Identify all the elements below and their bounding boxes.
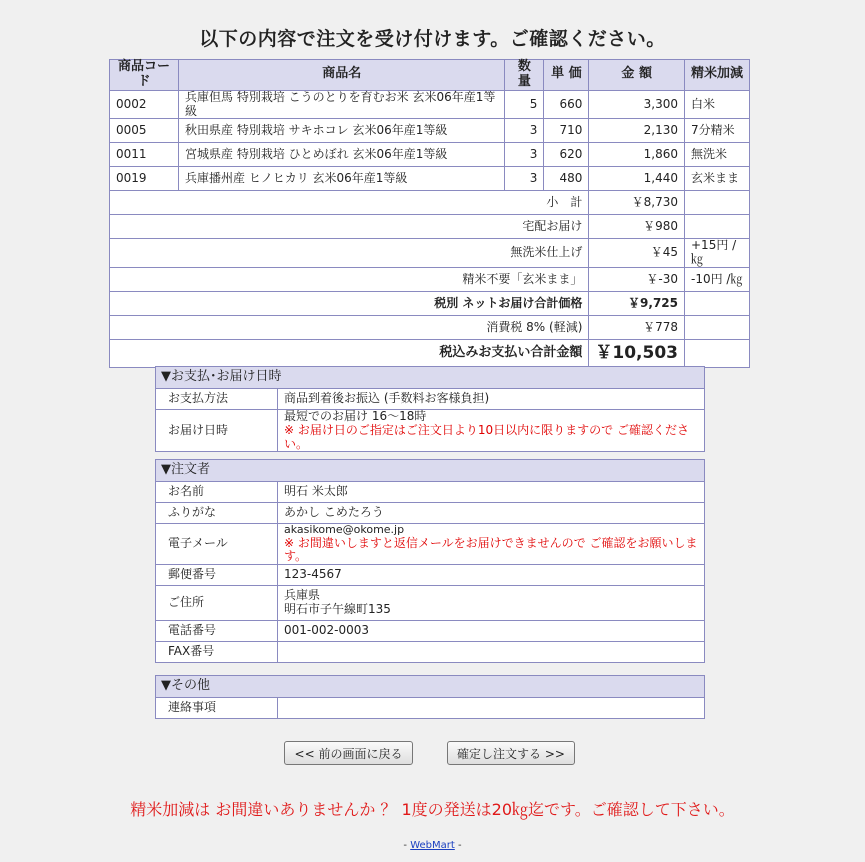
fax-label: FAX番号 (156, 642, 278, 663)
other-heading: ▼その他 (156, 676, 705, 698)
name-label: お名前 (156, 482, 278, 503)
summary-row (110, 340, 750, 368)
item-qty: 5 (505, 90, 544, 119)
column-header-amount: 金 額 (589, 60, 685, 91)
summary-value: ￥980 (589, 215, 685, 239)
payment-heading: ▼お支払･お届け日時 (156, 367, 705, 389)
payment-section (155, 366, 705, 452)
zip-label: 郵便番号 (156, 565, 278, 586)
footer-suffix: - (454, 840, 462, 851)
kana-row (156, 503, 705, 524)
summary-value: ￥10,503 (589, 340, 685, 368)
item-polish: 無洗米 (685, 143, 750, 167)
summary-label: 消費税 8% (軽減) (110, 316, 589, 340)
item-qty: 3 (505, 119, 544, 143)
phone-row (156, 621, 705, 642)
column-header-price: 単 価 (544, 60, 589, 91)
summary-value: ￥8,730 (589, 191, 685, 215)
summary-note: +15円 /㎏ (685, 239, 750, 268)
phone-value: 001-002-0003 (278, 621, 705, 642)
item-price: 620 (544, 143, 589, 167)
summary-note: -10円 /㎏ (685, 268, 750, 292)
summary-row (110, 215, 750, 239)
item-polish: 玄米まま (685, 167, 750, 191)
contact-row (156, 698, 705, 719)
webmart-link[interactable]: WebMart (410, 840, 455, 851)
fax-value (278, 642, 705, 663)
item-qty: 3 (505, 167, 544, 191)
contact-label: 連絡事項 (156, 698, 278, 719)
delivery-date-note: ※ お届け日のご指定はご注文日より10日以内に限りますので ご確認ください。 (284, 422, 689, 451)
summary-value: ￥-30 (589, 268, 685, 292)
name-row (156, 482, 705, 503)
summary-row (110, 191, 750, 215)
summary-row (110, 268, 750, 292)
payment-method-row (156, 389, 705, 410)
polish-warning-text: 精米加減は お間違いありませんか ？ 1度の発送は20㎏迄です。ご確認して下さい。 (130, 800, 735, 819)
email-cell (278, 524, 705, 565)
name-value: 明石 米太郎 (278, 482, 705, 503)
item-code: 0019 (110, 167, 179, 191)
delivery-date-row (156, 410, 705, 452)
address-line2: 明石市子午線町135 (284, 602, 391, 617)
order-table (109, 59, 750, 368)
summary-label: 無洗米仕上げ (110, 239, 589, 268)
delivery-date-value: 最短でのお届け 16～18時 (284, 409, 427, 423)
item-amount: 2,130 (589, 119, 685, 143)
item-polish: 白米 (685, 90, 750, 119)
item-amount: 1,860 (589, 143, 685, 167)
item-qty: 3 (505, 143, 544, 167)
contact-value (278, 698, 705, 719)
order-header-row (110, 60, 750, 91)
column-header-qty: 数 量 (505, 60, 544, 91)
item-price: 660 (544, 90, 589, 119)
payment-method-label: お支払方法 (156, 389, 278, 410)
summary-row (110, 239, 750, 268)
order-item-row (110, 90, 750, 119)
order-item-row (110, 167, 750, 191)
item-name: 兵庫但馬 特別栽培 こうのとりを育むお米 玄米06年産1等級 (179, 90, 505, 119)
page-title: 以下の内容で注文を受け付けます。ご確認ください。 (199, 28, 666, 50)
summary-value: ￥45 (589, 239, 685, 268)
summary-note (685, 292, 750, 316)
delivery-date-cell (278, 410, 705, 452)
summary-label: 税別 ネットお届け合計価格 (110, 292, 589, 316)
customer-section (155, 459, 705, 663)
email-row (156, 524, 705, 565)
footer-prefix: - (403, 840, 411, 851)
email-value: akasikome@okome.jp (284, 523, 405, 536)
item-amount: 3,300 (589, 90, 685, 119)
payment-method-value: 商品到着後お振込 (手数料お客様負担) (278, 389, 705, 410)
summary-label: 税込みお支払い合計金額 (110, 340, 589, 368)
item-code: 0002 (110, 90, 179, 119)
summary-note (685, 316, 750, 340)
address-line1: 兵庫県 (284, 588, 321, 603)
email-label: 電子メール (156, 524, 278, 565)
summary-note (685, 215, 750, 239)
address-cell (278, 586, 705, 621)
address-label: ご住所 (156, 586, 278, 621)
delivery-date-label: お届け日時 (156, 410, 278, 452)
fax-row (156, 642, 705, 663)
zip-row (156, 565, 705, 586)
item-amount: 1,440 (589, 167, 685, 191)
summary-label: 宅配お届け (110, 215, 589, 239)
footer (0, 840, 865, 851)
summary-row (110, 316, 750, 340)
item-name: 秋田県産 特別栽培 サキホコレ 玄米06年産1等級 (179, 119, 505, 143)
column-header-product: 商品名 (179, 60, 505, 91)
summary-value: ￥9,725 (589, 292, 685, 316)
zip-value: 123-4567 (278, 565, 705, 586)
column-header-code: 商品コード (110, 60, 179, 91)
order-item-row (110, 119, 750, 143)
summary-label: 小 計 (110, 191, 589, 215)
order-item-row (110, 143, 750, 167)
item-code: 0011 (110, 143, 179, 167)
other-section (155, 675, 705, 719)
phone-label: 電話番号 (156, 621, 278, 642)
customer-heading: ▼注文者 (156, 460, 705, 482)
item-name: 宮城県産 特別栽培 ひとめぼれ 玄米06年産1等級 (179, 143, 505, 167)
summary-note (685, 340, 750, 368)
email-note: ※ お間違いしますと返信メールをお届けできませんので ご確認をお願いします。 (284, 535, 698, 564)
back-button[interactable]: << 前の画面に戻る (284, 741, 413, 765)
summary-note (685, 191, 750, 215)
confirm-order-button[interactable]: 確定し注文する >> (447, 741, 575, 765)
item-name: 兵庫播州産 ヒノヒカリ 玄米06年産1等級 (179, 167, 505, 191)
item-price: 480 (544, 167, 589, 191)
address-row (156, 586, 705, 621)
column-header-polish: 精米加減 (685, 60, 750, 91)
summary-row (110, 292, 750, 316)
kana-label: ふりがな (156, 503, 278, 524)
summary-label: 精米不要「玄米まま」 (110, 268, 589, 292)
item-price: 710 (544, 119, 589, 143)
kana-value: あかし こめたろう (278, 503, 705, 524)
item-code: 0005 (110, 119, 179, 143)
summary-value: ￥778 (589, 316, 685, 340)
item-polish: 7分精米 (685, 119, 750, 143)
